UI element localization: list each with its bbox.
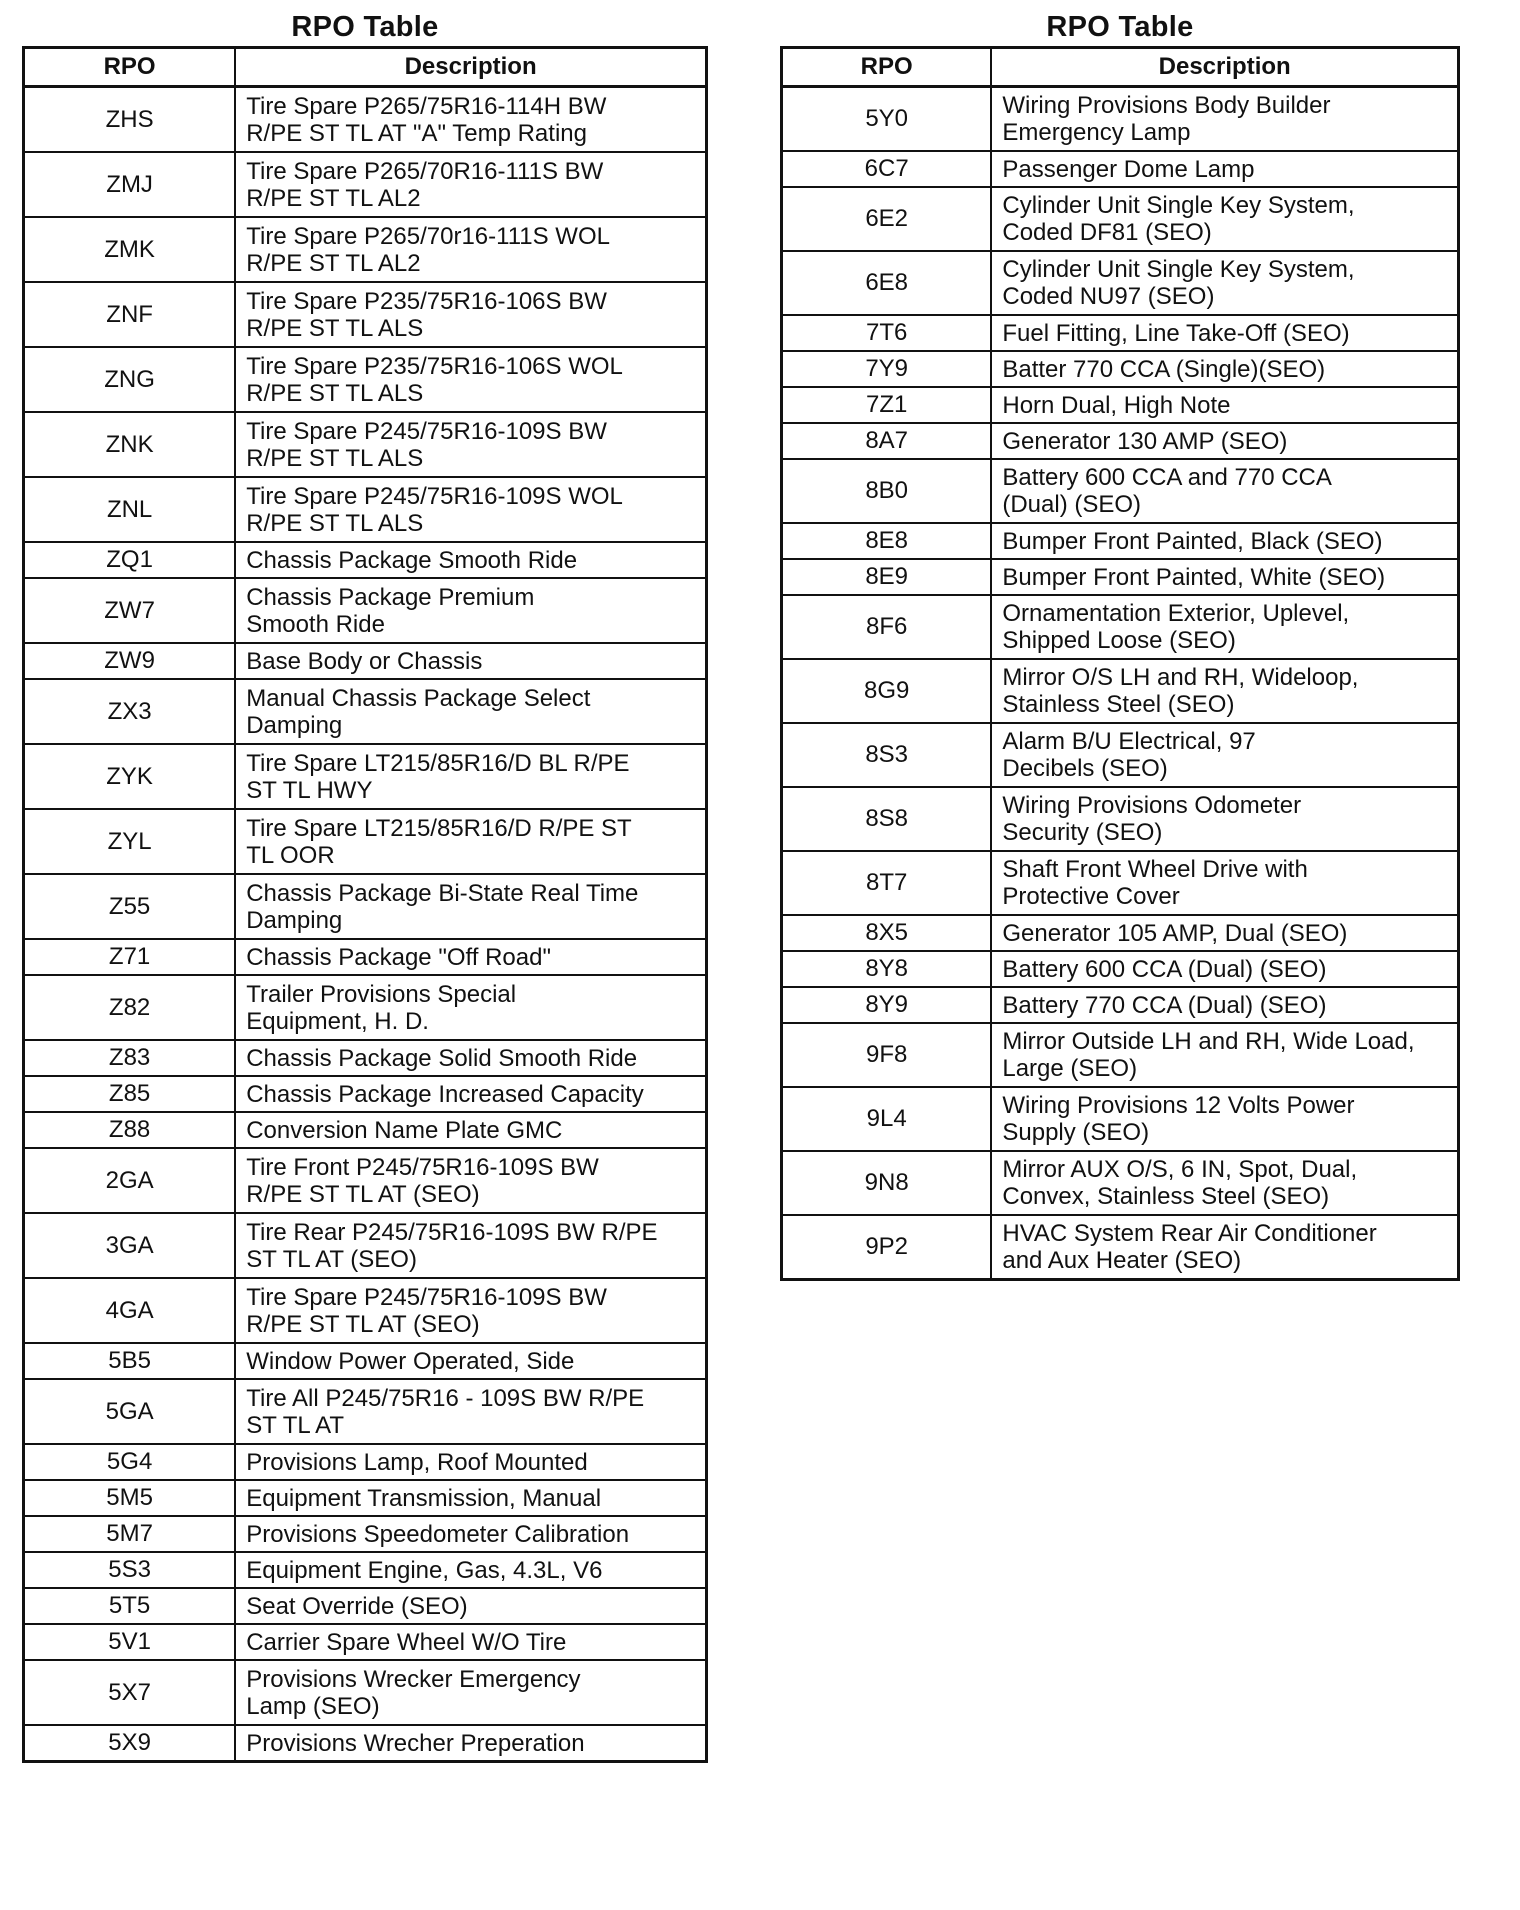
- rpo-code-cell: 5B5: [24, 1343, 236, 1379]
- rpo-code-cell: ZMK: [24, 217, 236, 282]
- table-row: [24, 1660, 707, 1725]
- table-row: [782, 659, 1459, 723]
- rpo-code-cell: 5X9: [24, 1725, 236, 1762]
- table-row: [24, 1552, 707, 1588]
- rpo-code-cell: ZMJ: [24, 152, 236, 217]
- description-cell: Chassis Package Increased Capacity: [235, 1076, 706, 1112]
- description-cell: Battery 600 CCA and 770 CCA (Dual) (SEO): [991, 459, 1458, 523]
- left-rpo-table: [22, 46, 708, 1763]
- rpo-code-cell: 5S3: [24, 1552, 236, 1588]
- description-cell: Tire Spare P265/70R16-111S BW R/PE ST TL AL2: [235, 152, 706, 217]
- rpo-code-cell: 5X7: [24, 1660, 236, 1725]
- table-row: [24, 1213, 707, 1278]
- rpo-code-cell: 8S3: [782, 723, 992, 787]
- table-row: [782, 595, 1459, 659]
- table-row: [24, 1343, 707, 1379]
- rpo-code-cell: ZNK: [24, 412, 236, 477]
- table-row: [24, 1112, 707, 1148]
- rpo-code-cell: 5V1: [24, 1624, 236, 1660]
- description-cell: Tire Spare LT215/85R16/D BL R/PE ST TL HWY: [235, 744, 706, 809]
- description-cell: Window Power Operated, Side: [235, 1343, 706, 1379]
- rpo-code-cell: 9N8: [782, 1151, 992, 1215]
- table-row: [24, 412, 707, 477]
- description-cell: Equipment Transmission, Manual: [235, 1480, 706, 1516]
- description-cell: Tire Rear P245/75R16-109S BW R/PE ST TL AT (SEO): [235, 1213, 706, 1278]
- table-header-row: [24, 48, 707, 87]
- rpo-code-cell: 8Y8: [782, 951, 992, 987]
- rpo-code-cell: 8E8: [782, 523, 992, 559]
- description-cell: Provisions Speedometer Calibration: [235, 1516, 706, 1552]
- description-cell: Chassis Package Solid Smooth Ride: [235, 1040, 706, 1076]
- rpo-code-cell: ZYL: [24, 809, 236, 874]
- rpo-code-cell: ZHS: [24, 87, 236, 153]
- description-cell: Battery 770 CCA (Dual) (SEO): [991, 987, 1458, 1023]
- table-row: [782, 1215, 1459, 1280]
- description-cell: Tire Spare P245/75R16-109S WOL R/PE ST TL ALS: [235, 477, 706, 542]
- rpo-code-cell: 6C7: [782, 151, 992, 187]
- description-cell: Carrier Spare Wheel W/O Tire: [235, 1624, 706, 1660]
- description-cell: Shaft Front Wheel Drive with Protective Cover: [991, 851, 1458, 915]
- description-cell: Provisions Wrecher Preperation: [235, 1725, 706, 1762]
- table-row: [24, 477, 707, 542]
- rpo-code-cell: 8B0: [782, 459, 992, 523]
- rpo-code-cell: 7Y9: [782, 351, 992, 387]
- description-cell: Bumper Front Painted, White (SEO): [991, 559, 1458, 595]
- table-row: [24, 1588, 707, 1624]
- rpo-code-cell: ZW7: [24, 578, 236, 643]
- table-row: [782, 559, 1459, 595]
- rpo-column-header: RPO: [24, 48, 236, 87]
- rpo-code-cell: 8S8: [782, 787, 992, 851]
- table-row: [24, 152, 707, 217]
- description-cell: Wiring Provisions Odometer Security (SEO): [991, 787, 1458, 851]
- table-row: [782, 951, 1459, 987]
- description-cell: Batter 770 CCA (Single)(SEO): [991, 351, 1458, 387]
- description-cell: Wiring Provisions 12 Volts Power Supply (SEO): [991, 1087, 1458, 1151]
- table-row: [782, 187, 1459, 251]
- description-cell: Chassis Package Smooth Ride: [235, 542, 706, 578]
- description-cell: HVAC System Rear Air Conditioner and Aux Heater (SEO): [991, 1215, 1458, 1280]
- table-row: [24, 1379, 707, 1444]
- description-cell: Tire Spare P245/75R16-109S BW R/PE ST TL AT (SEO): [235, 1278, 706, 1343]
- rpo-code-cell: ZNF: [24, 282, 236, 347]
- rpo-code-cell: 9P2: [782, 1215, 992, 1280]
- description-cell: Cylinder Unit Single Key System, Coded DF81 (SEO): [991, 187, 1458, 251]
- description-cell: Tire Spare P265/70r16-111S WOL R/PE ST TL AL2: [235, 217, 706, 282]
- description-cell: Chassis Package Premium Smooth Ride: [235, 578, 706, 643]
- rpo-code-cell: Z55: [24, 874, 236, 939]
- table-row: [24, 643, 707, 679]
- table-row: [782, 915, 1459, 951]
- description-cell: Bumper Front Painted, Black (SEO): [991, 523, 1458, 559]
- table-row: [782, 251, 1459, 315]
- rpo-code-cell: 6E8: [782, 251, 992, 315]
- table-row: [24, 744, 707, 809]
- rpo-code-cell: Z88: [24, 1112, 236, 1148]
- rpo-code-cell: 8E9: [782, 559, 992, 595]
- rpo-code-cell: Z85: [24, 1076, 236, 1112]
- table-row: [24, 1076, 707, 1112]
- rpo-code-cell: 4GA: [24, 1278, 236, 1343]
- right-rpo-table-block: [780, 8, 1460, 1281]
- description-cell: Passenger Dome Lamp: [991, 151, 1458, 187]
- table-row: [24, 542, 707, 578]
- left-rpo-table-block: [22, 8, 708, 1763]
- rpo-code-cell: 6E2: [782, 187, 992, 251]
- table-row: [782, 351, 1459, 387]
- rpo-code-cell: 8F6: [782, 595, 992, 659]
- rpo-code-cell: Z71: [24, 939, 236, 975]
- rpo-code-cell: 5M5: [24, 1480, 236, 1516]
- description-cell: Chassis Package Bi-State Real Time Damping: [235, 874, 706, 939]
- description-cell: Base Body or Chassis: [235, 643, 706, 679]
- table-row: [24, 578, 707, 643]
- description-cell: Horn Dual, High Note: [991, 387, 1458, 423]
- table-row: [782, 787, 1459, 851]
- description-cell: Provisions Wrecker Emergency Lamp (SEO): [235, 1660, 706, 1725]
- rpo-code-cell: ZNL: [24, 477, 236, 542]
- description-cell: Chassis Package "Off Road": [235, 939, 706, 975]
- rpo-code-cell: 3GA: [24, 1213, 236, 1278]
- description-column-header: Description: [991, 48, 1458, 87]
- table-row: [782, 459, 1459, 523]
- table-row: [24, 809, 707, 874]
- table-row: [24, 282, 707, 347]
- rpo-code-cell: 8T7: [782, 851, 992, 915]
- description-cell: Seat Override (SEO): [235, 1588, 706, 1624]
- description-cell: Tire Spare P265/75R16-114H BW R/PE ST TL AT "A" Temp Rating: [235, 87, 706, 153]
- table-row: [782, 723, 1459, 787]
- description-cell: Mirror Outside LH and RH, Wide Load, Large (SEO): [991, 1023, 1458, 1087]
- table-row: [24, 347, 707, 412]
- rpo-code-cell: 5M7: [24, 1516, 236, 1552]
- table-row: [782, 1151, 1459, 1215]
- rpo-code-cell: ZNG: [24, 347, 236, 412]
- rpo-code-cell: 7T6: [782, 315, 992, 351]
- table-row: [24, 1725, 707, 1762]
- table-row: [782, 423, 1459, 459]
- description-cell: Wiring Provisions Body Builder Emergency Lamp: [991, 87, 1458, 152]
- description-cell: Cylinder Unit Single Key System, Coded NU97 (SEO): [991, 251, 1458, 315]
- table-row: [782, 851, 1459, 915]
- rpo-code-cell: 8X5: [782, 915, 992, 951]
- rpo-code-cell: 2GA: [24, 1148, 236, 1213]
- rpo-code-cell: 7Z1: [782, 387, 992, 423]
- rpo-code-cell: 5GA: [24, 1379, 236, 1444]
- table-row: [782, 151, 1459, 187]
- table-row: [782, 523, 1459, 559]
- description-cell: Trailer Provisions Special Equipment, H. D.: [235, 975, 706, 1040]
- table-row: [24, 1148, 707, 1213]
- description-cell: Ornamentation Exterior, Uplevel, Shipped Loose (SEO): [991, 595, 1458, 659]
- rpo-code-cell: 9F8: [782, 1023, 992, 1087]
- rpo-code-cell: ZX3: [24, 679, 236, 744]
- rpo-code-cell: ZYK: [24, 744, 236, 809]
- table-row: [24, 1480, 707, 1516]
- description-cell: Battery 600 CCA (Dual) (SEO): [991, 951, 1458, 987]
- table-row: [782, 987, 1459, 1023]
- rpo-code-cell: 9L4: [782, 1087, 992, 1151]
- table-row: [24, 1040, 707, 1076]
- right-table-title: RPO Table: [1046, 11, 1194, 43]
- description-cell: Provisions Lamp, Roof Mounted: [235, 1444, 706, 1480]
- description-cell: Alarm B/U Electrical, 97 Decibels (SEO): [991, 723, 1458, 787]
- table-row: [24, 87, 707, 153]
- description-cell: Fuel Fitting, Line Take-Off (SEO): [991, 315, 1458, 351]
- rpo-code-cell: 8A7: [782, 423, 992, 459]
- description-cell: Tire Spare LT215/85R16/D R/PE ST TL OOR: [235, 809, 706, 874]
- description-cell: Mirror O/S LH and RH, Wideloop, Stainless Steel (SEO): [991, 659, 1458, 723]
- description-cell: Generator 130 AMP (SEO): [991, 423, 1458, 459]
- table-row: [782, 1023, 1459, 1087]
- table-row: [24, 874, 707, 939]
- table-row: [782, 387, 1459, 423]
- table-row: [24, 679, 707, 744]
- description-cell: Tire Front P245/75R16-109S BW R/PE ST TL AT (SEO): [235, 1148, 706, 1213]
- table-row: [782, 315, 1459, 351]
- rpo-code-cell: 5Y0: [782, 87, 992, 152]
- rpo-code-cell: ZQ1: [24, 542, 236, 578]
- right-rpo-table: [780, 46, 1460, 1281]
- left-table-body: [24, 87, 707, 1762]
- table-row: [24, 1624, 707, 1660]
- description-column-header: Description: [235, 48, 706, 87]
- left-table-title: RPO Table: [291, 11, 439, 43]
- table-row: [24, 217, 707, 282]
- description-cell: Manual Chassis Package Select Damping: [235, 679, 706, 744]
- rpo-code-cell: 8Y9: [782, 987, 992, 1023]
- description-cell: Tire Spare P235/75R16-106S WOL R/PE ST TL ALS: [235, 347, 706, 412]
- table-row: [782, 1087, 1459, 1151]
- rpo-code-cell: 5T5: [24, 1588, 236, 1624]
- description-cell: Mirror AUX O/S, 6 IN, Spot, Dual, Convex, Stainless Steel (SEO): [991, 1151, 1458, 1215]
- table-row: [24, 975, 707, 1040]
- description-cell: Tire All P245/75R16 - 109S BW R/PE ST TL AT: [235, 1379, 706, 1444]
- rpo-code-cell: 5G4: [24, 1444, 236, 1480]
- table-row: [24, 939, 707, 975]
- table-row: [24, 1516, 707, 1552]
- table-row: [24, 1278, 707, 1343]
- rpo-column-header: RPO: [782, 48, 992, 87]
- rpo-code-cell: Z83: [24, 1040, 236, 1076]
- table-header-row: [782, 48, 1459, 87]
- rpo-code-cell: 8G9: [782, 659, 992, 723]
- description-cell: Equipment Engine, Gas, 4.3L, V6: [235, 1552, 706, 1588]
- description-cell: Generator 105 AMP, Dual (SEO): [991, 915, 1458, 951]
- table-row: [24, 1444, 707, 1480]
- description-cell: Tire Spare P235/75R16-106S BW R/PE ST TL ALS: [235, 282, 706, 347]
- rpo-code-cell: ZW9: [24, 643, 236, 679]
- table-row: [782, 87, 1459, 152]
- description-cell: Tire Spare P245/75R16-109S BW R/PE ST TL ALS: [235, 412, 706, 477]
- right-table-body: [782, 87, 1459, 1280]
- rpo-code-cell: Z82: [24, 975, 236, 1040]
- description-cell: Conversion Name Plate GMC: [235, 1112, 706, 1148]
